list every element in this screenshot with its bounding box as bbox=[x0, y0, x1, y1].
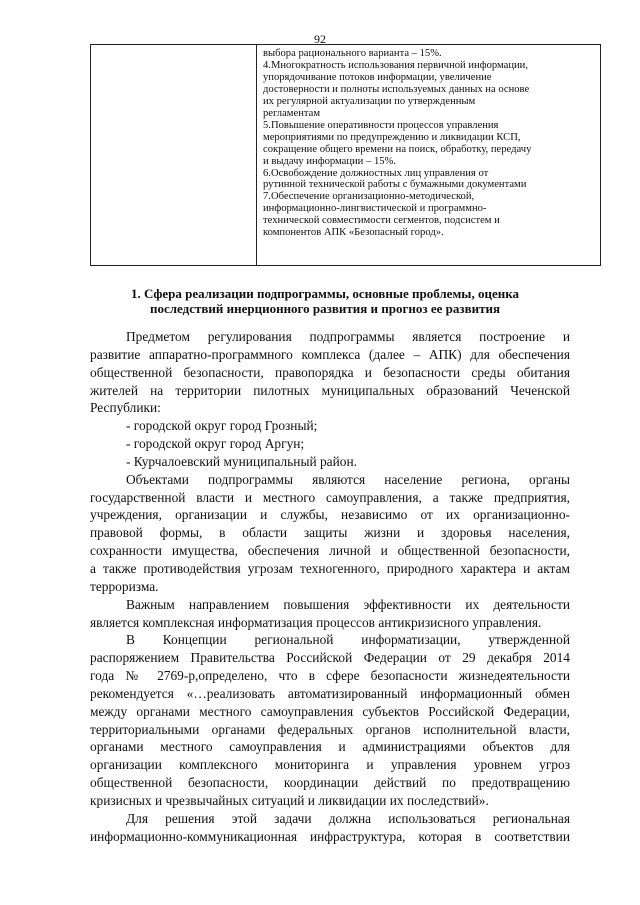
table-text-line: и выдачу информации – 15%. bbox=[263, 155, 397, 167]
table-text-line: информационно-лингвистической и программно- bbox=[263, 203, 487, 215]
table-text-line: компонентов АПК «Безопасный город». bbox=[263, 227, 444, 239]
table-text-line: 4.Многократность использования первичной информации, bbox=[263, 59, 528, 71]
table-text-line: 5.Повышение оперативности процессов управления bbox=[263, 119, 499, 131]
body-line: общественной безопасности, координации действий по предотвращению bbox=[90, 775, 570, 791]
body-line: а также противодействия угрозам техногенного, природного характера и актам bbox=[90, 560, 570, 576]
page-number: 92 bbox=[314, 32, 326, 46]
list-item: - городской округ город Аргун; bbox=[126, 436, 305, 452]
table-text-line: 7.Обеспечение организационно-методической, bbox=[263, 191, 475, 203]
body-line: Республики: bbox=[90, 400, 161, 416]
table-text-line: упорядочивание потоков информации, увеличение bbox=[263, 71, 492, 83]
body-line: сохранности имущества, обеспечения личной и общественной безопасности, bbox=[90, 543, 570, 559]
section-heading bbox=[60, 286, 590, 316]
continued-table bbox=[90, 44, 601, 266]
body-line: жителей на территории пилотных муниципальных образований Чеченской bbox=[90, 382, 570, 398]
table-text-line: их регулярной актуализации по утвержденным bbox=[263, 95, 476, 107]
list-item: - Курчалоевский муниципальный район. bbox=[126, 453, 357, 469]
table-text-line: мероприятиями по предупреждению и ликвидации КСП, bbox=[263, 131, 521, 143]
body-line: терроризма. bbox=[90, 578, 159, 594]
body-line: правовой формы, в области защиты жизни и здоровья населения, bbox=[90, 525, 570, 541]
body-line: учреждения, организации и службы, независимо от их организационно- bbox=[90, 507, 570, 523]
body-line: В Концепции региональной информатизации, утвержденной bbox=[126, 632, 570, 648]
body-line: является комплексная информатизация процессов антикризисного управления. bbox=[90, 614, 542, 630]
body-line: органами местного самоуправления и администрациями объектов для bbox=[90, 739, 570, 755]
body-line: года № 2769-р,определено, что в сфере безопасности жизнедеятельности bbox=[90, 668, 570, 684]
section-heading-line: 1. Сфера реализации подпрограммы, основные проблемы, оценка bbox=[130, 286, 519, 301]
body-line: территориальными органами федеральных органов исполнительной власти, bbox=[90, 721, 570, 737]
table-column-divider bbox=[256, 45, 257, 265]
table-text-line: технической совместимости сегментов, подсистем и bbox=[263, 215, 500, 227]
body-line: Предметом регулирования подпрограммы является построение и bbox=[126, 329, 570, 344]
table-text-line: достоверности и полноты используемых данных на основе bbox=[263, 83, 530, 95]
body-line: развитие аппаратно-программного комплекса (далее – АПК) для обеспечения bbox=[90, 346, 570, 362]
table-cell-right bbox=[263, 48, 598, 239]
body-line: между органами местного самоуправления субъектов Российской Федерации, bbox=[90, 703, 570, 719]
list-item: - городской округ город Грозный; bbox=[126, 418, 318, 434]
body-line: государственной власти и местного самоуправления, а также предприятия, bbox=[90, 489, 570, 505]
body-line: Объектами подпрограммы являются население региона, органы bbox=[126, 471, 570, 487]
body-line: общественной безопасности, правопорядка и безопасности среды обитания bbox=[90, 364, 570, 380]
body-line: Важным направлением повышения эффективности их деятельности bbox=[126, 596, 570, 612]
body-line: рекомендуется «…реализовать автоматизированный информационный обмен bbox=[90, 685, 570, 701]
table-text-line: рутинной технической работы с бумажными документами bbox=[263, 179, 527, 191]
section-heading-line: последствий инерционного развития и прогноз ее развития bbox=[149, 301, 501, 316]
table-text-line: сокращение общего времени на поиск, обработку, передачу bbox=[263, 143, 532, 155]
body-text bbox=[90, 328, 570, 845]
body-line: Для решения этой задачи должна использоваться региональная bbox=[126, 810, 570, 826]
table-text-line: выбора рационального варианта – 15%. bbox=[263, 48, 442, 59]
table-text-line: регламентам bbox=[263, 107, 321, 119]
body-line: организации комплексного мониторинга и управления уровнем угроз bbox=[90, 757, 570, 773]
body-line: распоряжением Правительства Российской Федерации от 29 декабря 2014 bbox=[90, 650, 570, 666]
body-line: кризисных и чрезвычайных ситуаций и ликвидации их последствий». bbox=[90, 792, 489, 808]
body-line: информационно-коммуникационная инфраструктура, которая в соответствии bbox=[90, 828, 570, 844]
table-text-line: 6.Освобождение должностных лиц управления от bbox=[263, 167, 489, 179]
